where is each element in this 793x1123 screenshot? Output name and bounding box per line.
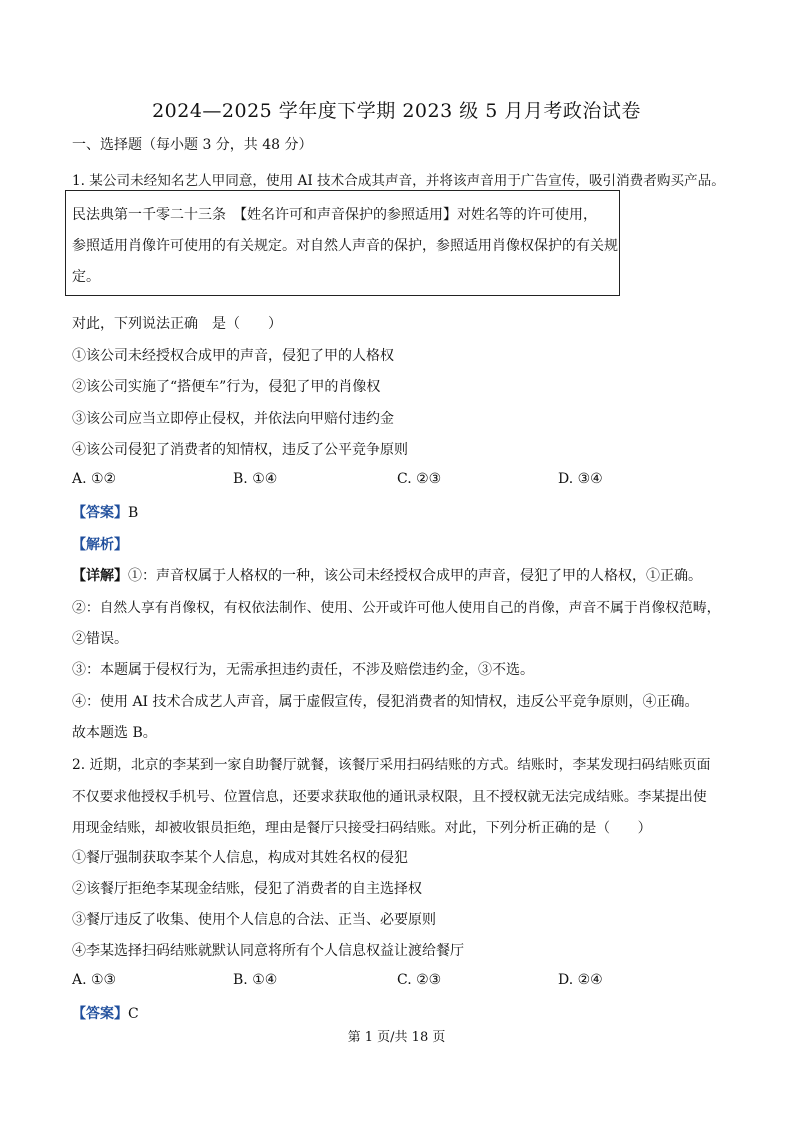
answer-value: B	[128, 505, 139, 521]
q2-item: ②该餐厅拒绝李某现金结账，侵犯了消费者的自主选择权	[72, 881, 422, 897]
q1-option-d: D. ③④	[558, 471, 603, 487]
q1-detail-line: ③：本题属于侵权行为，无需承担违约责任，不涉及赔偿违约金，③不选。	[72, 662, 534, 678]
law-quote-line: 参照适用肖像许可使用的有关规定。对自然人声音的保护，参照适用肖像权保护的有关规	[72, 238, 618, 254]
q1-answer	[72, 502, 138, 522]
q1-stem: 1. 某公司未经知名艺人甲同意，使用 AI 技术合成其声音，并将该声音用于广告宣传，吸引消费者购买产品。	[72, 173, 725, 189]
q1-detail-line: 故本题选 B。	[72, 725, 157, 741]
q2-answer	[72, 1003, 139, 1023]
q1-detail-line	[72, 565, 702, 585]
q2-option-a: A. ①③	[72, 972, 117, 988]
q1-detail-line: ②错误。	[72, 631, 128, 647]
answer-value: C	[128, 1006, 139, 1022]
q2-item: ①餐厅强制获取李某个人信息，构成对其姓名权的侵犯	[72, 850, 408, 866]
q1-analysis-tag: 【解析】	[72, 537, 128, 553]
law-quote-line: 定。	[72, 269, 100, 285]
q1-prompt: 对此，下列说法正确 是（ ）	[72, 316, 282, 332]
detail-tag: 【详解】	[72, 568, 128, 584]
q1-detail-line: ②：自然人享有肖像权，有权依法制作、使用、公开或许可他人使用自己的肖像，声音不属于肖像权范畴，	[72, 600, 721, 616]
law-quote-box	[65, 190, 620, 296]
q1-item: ①该公司未经授权合成甲的声音，侵犯了甲的人格权	[72, 348, 394, 364]
q1-item: ④该公司侵犯了消费者的知情权，违反了公平竞争原则	[72, 442, 408, 458]
q2-stem-line: 用现金结账，却被收银员拒绝，理由是餐厅只接受扫码结账。对此，下列分析正确的是（ ）	[72, 820, 652, 836]
q2-stem-line: 不仅要求他授权手机号、位置信息，还要求获取他的通讯录权限，且不授权就无法完成结账。李某提出使	[72, 789, 707, 805]
law-quote-line: 民法典第一千零二十三条 【姓名许可和声音保护的参照适用】对姓名等的许可使用，	[72, 207, 597, 223]
q1-detail-line: ④：使用 AI 技术合成艺人声音，属于虚假宣传，侵犯消费者的知情权，违反公平竞争原则，④正确。	[72, 694, 699, 710]
q1-option-a: A. ①②	[72, 471, 117, 487]
q1-option-c: C. ②③	[397, 471, 442, 487]
detail-text: ①：声音权属于人格权的一种，该公司未经授权合成甲的声音，侵犯了甲的人格权，①正确。	[128, 568, 702, 584]
section-heading: 一、选择题（每小题 3 分，共 48 分）	[72, 137, 313, 153]
q2-stem-line: 2. 近期，北京的李某到一家自助餐厅就餐，该餐厅采用扫码结账的方式。结账时，李某发现扫码结账页面	[72, 757, 711, 773]
q2-item: ③餐厅违反了收集、使用个人信息的合法、正当、必要原则	[72, 912, 436, 928]
q1-item: ③该公司应当立即停止侵权，并依法向甲赔付违约金	[72, 411, 394, 427]
q1-item: ②该公司实施了“搭便车”行为，侵犯了甲的肖像权	[72, 379, 381, 395]
q2-item: ④李某选择扫码结账就默认同意将所有个人信息权益让渡给餐厅	[72, 943, 464, 959]
q2-option-c: C. ②③	[397, 972, 442, 988]
page-footer: 第 1 页/共 18 页	[347, 1030, 446, 1045]
answer-tag: 【答案】	[72, 505, 128, 521]
page-title: 2024—2025 学年度下学期 2023 级 5 月月考政治试卷	[152, 100, 641, 122]
q2-option-b: B. ①④	[233, 972, 278, 988]
q1-option-b: B. ①④	[233, 471, 278, 487]
answer-tag: 【答案】	[72, 1006, 128, 1022]
q2-option-d: D. ②④	[558, 972, 603, 988]
